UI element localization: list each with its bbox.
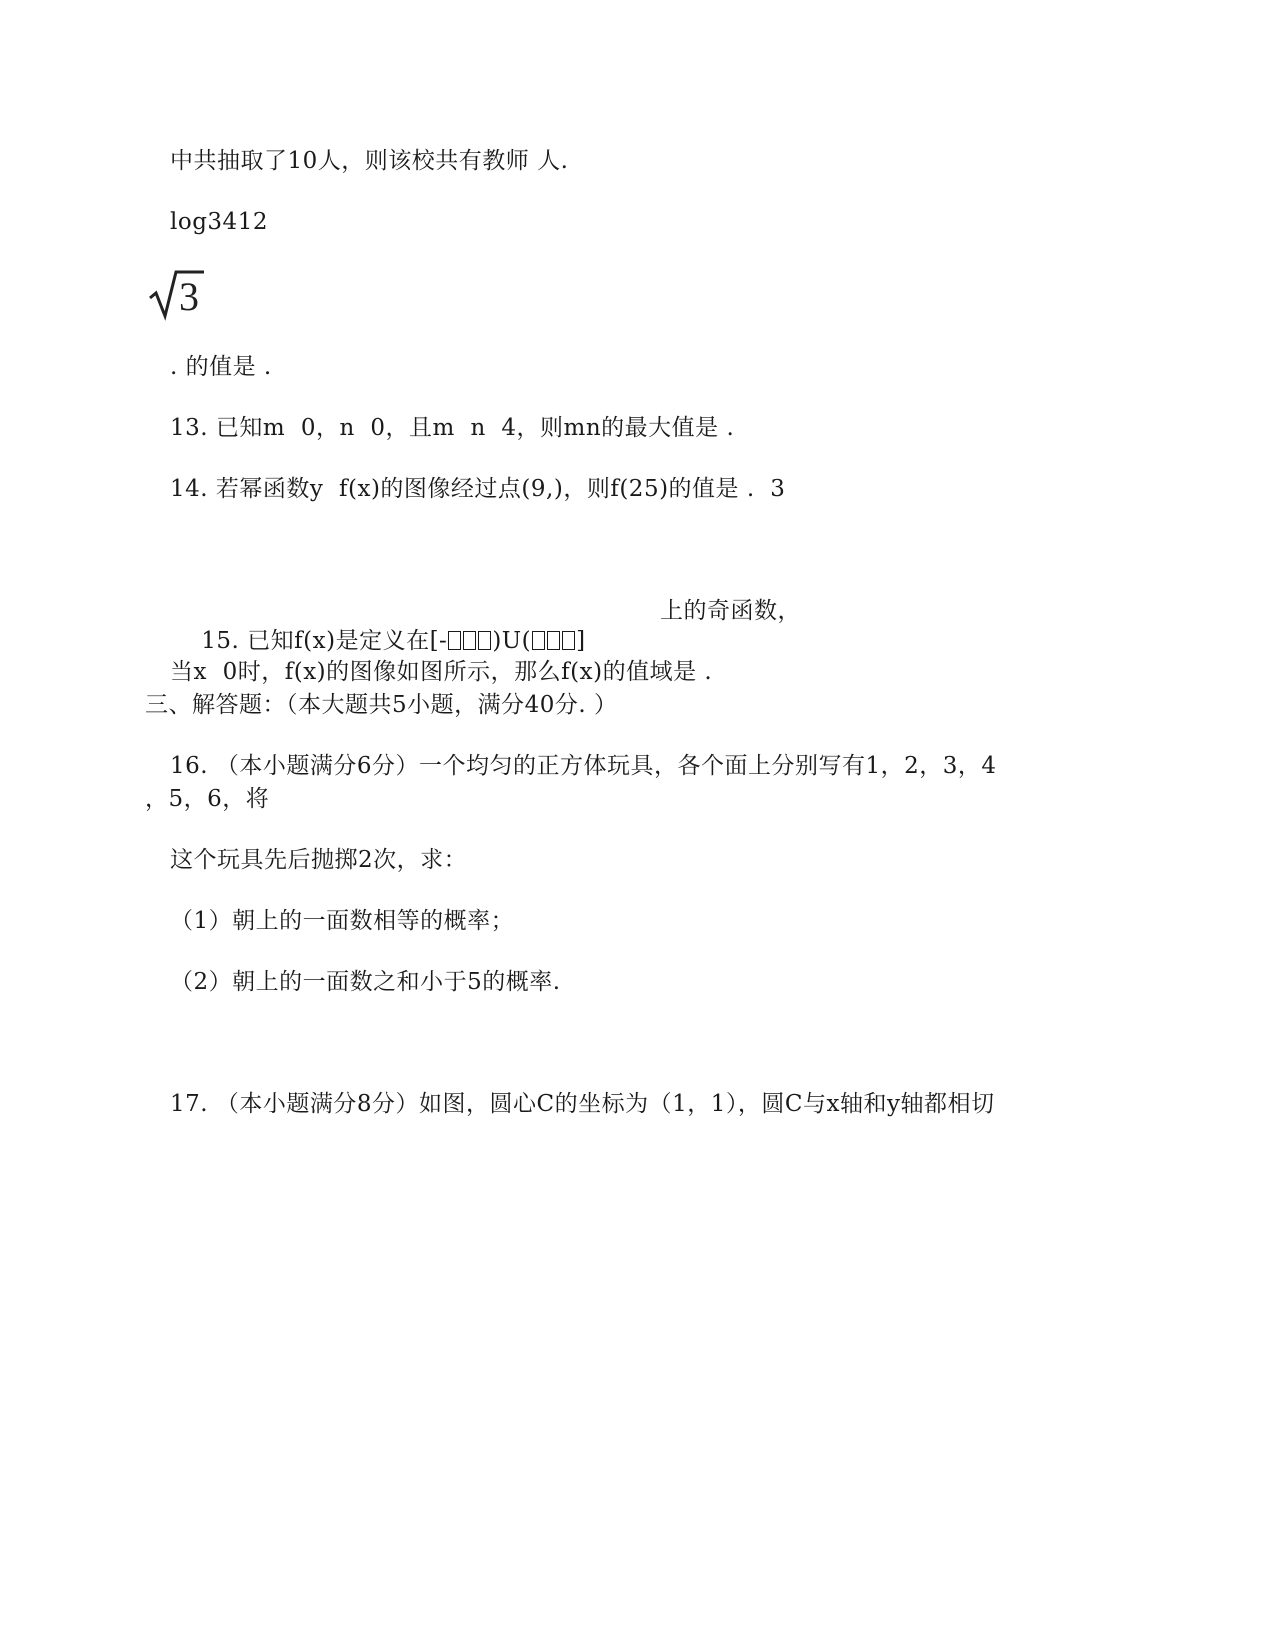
question-16-cont: ，5，6，将	[145, 786, 270, 812]
text-line-3: . 的值是 .	[170, 354, 272, 380]
text-line-11: 这个玩具先后抛掷2次，求：	[170, 847, 468, 873]
missing-glyph-box	[478, 631, 491, 650]
missing-glyph-box	[562, 631, 575, 650]
question-14: 14. 若幂函数y f(x)的图像经过点(9,)，则f(25)的值是 . 3	[170, 476, 786, 502]
sub-question-2: （2）朝上的一面数之和小于5的概率.	[170, 969, 561, 995]
sqrt-3-image	[148, 266, 206, 322]
missing-glyph-box	[547, 631, 560, 650]
question-17: 17. （本小题满分8分）如图，圆心C的坐标为（1，1），圆C与x轴和y轴都相切	[170, 1091, 995, 1117]
question-13: 13. 已知m 0，n 0，且m n 4，则mn的最大值是 .	[170, 415, 735, 441]
question-15-part-c: ]	[576, 628, 586, 654]
missing-glyph-box	[448, 631, 461, 650]
question-15-part-a: 15. 已知f(x)是定义在[-	[201, 628, 448, 654]
sqrt-radicand: 3	[179, 274, 199, 319]
question-16: 16. （本小题满分6分）一个均匀的正方体玩具，各个面上分别写有1，2，3，4	[170, 753, 997, 779]
question-15-part-b: )U(	[492, 628, 532, 654]
text-line-2: log3412	[170, 209, 268, 235]
missing-glyph-box	[463, 631, 476, 650]
text-line-1: 中共抽取了10人，则该校共有教师 人.	[170, 148, 569, 174]
text-line-7: 当x 0时，f(x)的图像如图所示，那么f(x)的值域是 .	[170, 659, 713, 685]
section-heading: 三、解答题：（本大题共5小题，满分40分. ）	[145, 692, 618, 718]
sub-question-1: （1）朝上的一面数相等的概率；	[170, 908, 515, 934]
missing-glyph-box	[532, 631, 545, 650]
question-15-tail: 上的奇函数，	[660, 598, 801, 624]
